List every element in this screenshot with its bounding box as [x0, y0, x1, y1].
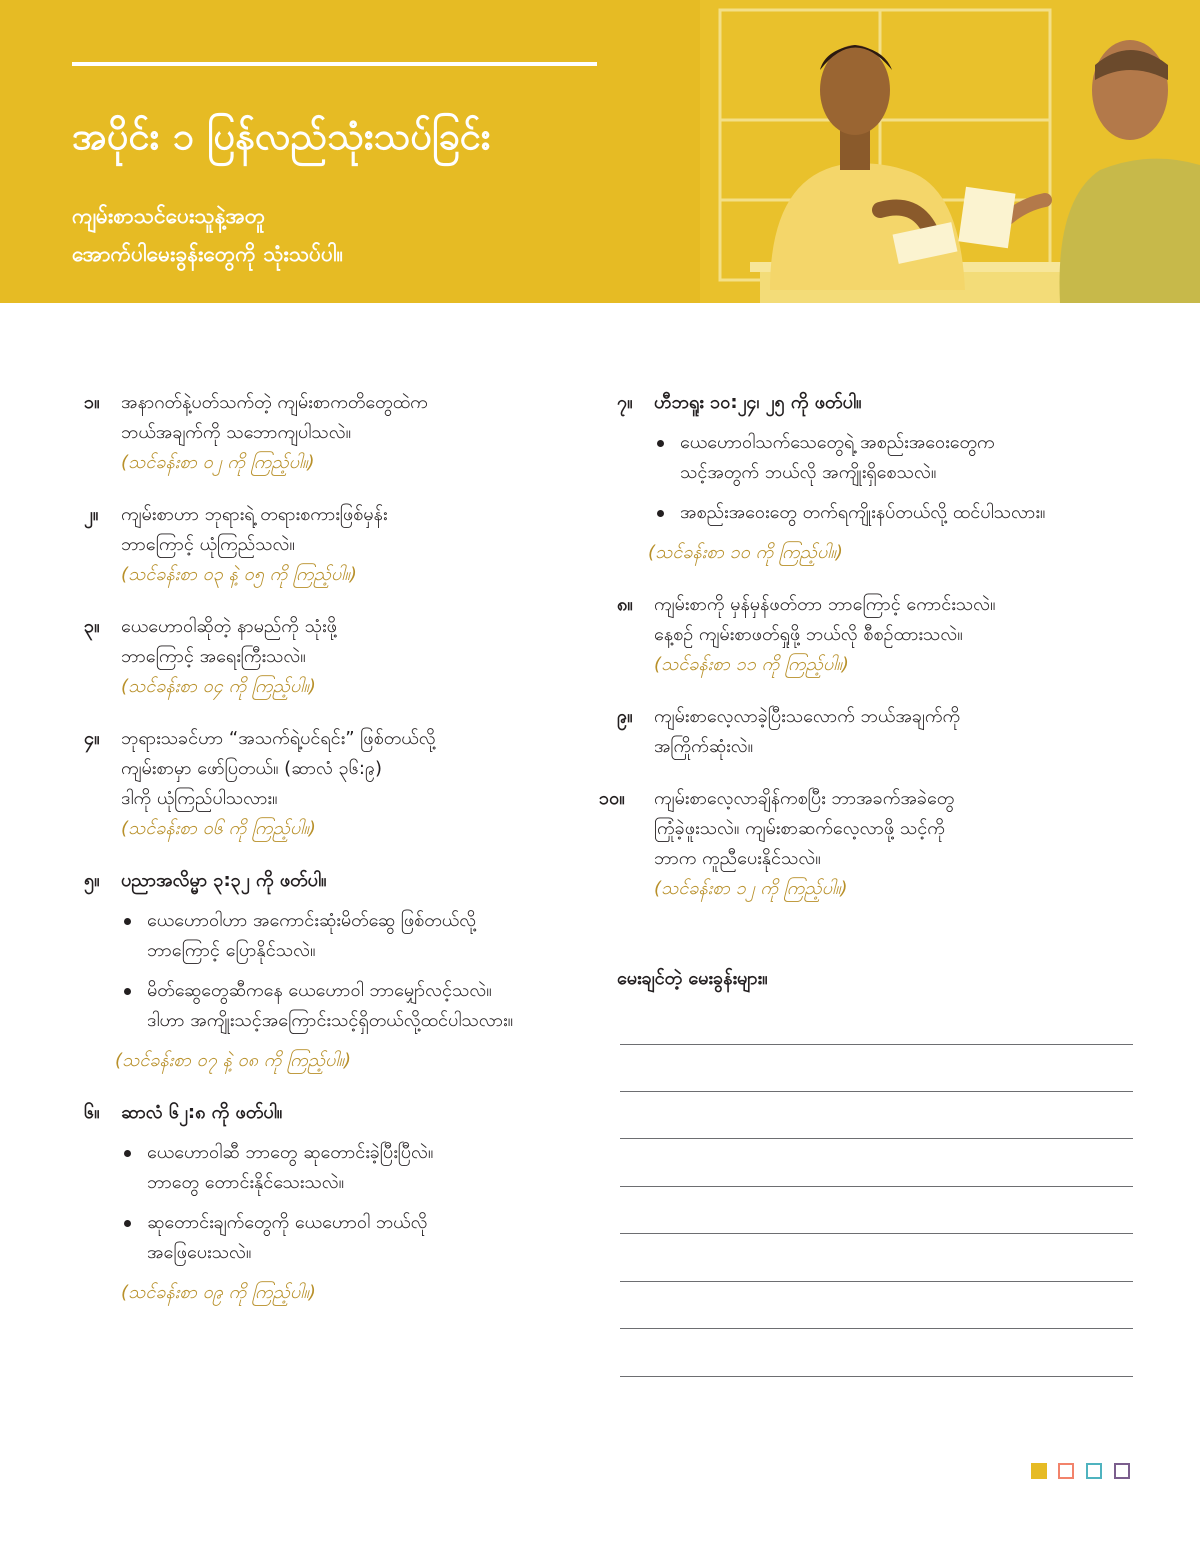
answer-line[interactable]: [620, 1138, 1133, 1139]
bullet-text: သင့်အတွက် ဘယ်လို အကျိုးရှိစေသလဲ။: [680, 462, 937, 483]
bullet-text: အဖြေပေးသလဲ။: [147, 1242, 252, 1263]
answer-line[interactable]: [620, 1281, 1133, 1282]
question-item: [84, 724, 604, 844]
question-text: ဒါကို ယုံကြည်ပါသလား။: [121, 788, 278, 809]
scripture-heading: ဆာလံ ၆၂:၈ ကို ဖတ်ပါ။: [121, 1102, 283, 1123]
question-text: ဘယ်အချက်ကို သဘောကျပါသလဲ။: [121, 422, 352, 443]
question-number: ၆။: [84, 1102, 100, 1123]
lesson-reference: (သင်ခန်းစာ ၀၃ နဲ့ ၀၅ ကို ကြည့်ပါ။): [121, 564, 357, 585]
question-number: ၂။: [84, 504, 99, 525]
lesson-reference: (သင်ခန်းစာ ၀၂ ကို ကြည့်ပါ။): [121, 452, 315, 473]
question-text: ကျမ်းစာလေ့လာခဲ့ပြီးသလောက် ဘယ်အချက်ကို: [654, 706, 961, 727]
question-number: ၄။: [84, 728, 100, 749]
lesson-reference: (သင်ခန်းစာ ၁၂ ကို ကြည့်ပါ။): [654, 878, 848, 899]
question-item: [617, 388, 1137, 568]
answer-line[interactable]: [620, 1376, 1133, 1377]
question-text: နေ့စဉ် ကျမ်းစာဖတ်ရှုဖို့ ဘယ်လို စီစဉ်ထားသလဲ။: [654, 624, 963, 645]
study-illustration: [700, 0, 1200, 303]
bullet-list: [121, 906, 604, 1036]
bullet-text: ဘာကြောင့် ပြောနိုင်သလဲ။: [147, 940, 316, 961]
question-item: [599, 784, 1137, 904]
lesson-reference: (သင်ခန်းစာ ၀၄ ကို ကြည့်ပါ။): [121, 676, 316, 697]
bullet-text: ယေဟောဝါဆီ ဘာတွေ ဆုတောင်းခဲ့ပြီးပြီလဲ။: [147, 1142, 434, 1163]
question-number: ၇။: [617, 392, 633, 413]
lesson-reference: (သင်ခန်းစာ ၀၉ ကို ကြည့်ပါ။): [121, 1282, 316, 1303]
question-number: ၅။: [84, 870, 100, 891]
square-icon-purple: [1114, 1463, 1130, 1479]
left-column: [84, 388, 604, 1330]
question-number: ၁၀။: [599, 788, 625, 809]
question-item: [617, 590, 1137, 680]
lesson-reference: (သင်ခန်းစာ ၁၁ ကို ကြည့်ပါ။): [654, 654, 849, 675]
answer-line[interactable]: [620, 1091, 1133, 1092]
bullet-text: မိတ်ဆွေတွေဆီကနေ ယေဟောဝါ ဘာမျှော်လင့်သလဲ။: [147, 980, 492, 1001]
question-item: [84, 500, 604, 590]
question-number: ၁။: [84, 392, 100, 413]
bullet-text: ဘာတွေ တောင်းနိုင်သေးသလဲ။: [147, 1172, 345, 1193]
question-number: ၉။: [617, 706, 633, 727]
bullet-list: [121, 1138, 604, 1268]
question-text: ကြုံခဲ့ဖူးသလဲ။ ကျမ်းစာဆက်လေ့လာဖို့ သင့်ကို: [654, 818, 945, 839]
header-banner: [0, 0, 1200, 303]
bullet-item: [121, 1138, 604, 1198]
question-number: ၈။: [617, 594, 633, 615]
question-number: ၃။: [84, 616, 100, 637]
bullet-text: ယေဟောဝါသက်သေတွေရဲ့ အစည်းအဝေးတွေက: [680, 432, 995, 453]
bullet-item: [121, 1208, 604, 1268]
question-text: ဘာကြောင့် အရေးကြီးသလဲ။: [121, 646, 306, 667]
question-item: [617, 702, 1137, 762]
question-text: ကျမ်းစာမှာ ဖော်ပြတယ်။ (ဆာလံ ၃၆:၉): [121, 758, 383, 779]
lesson-reference: (သင်ခန်းစာ ၀၇ နဲ့ ၀၈ ကို ကြည့်ပါ။): [115, 1050, 352, 1071]
question-item: [84, 612, 604, 702]
bullet-item: [654, 498, 1137, 528]
answer-line[interactable]: [620, 1328, 1133, 1329]
bullet-item: [121, 906, 604, 966]
question-text: အနာဂတ်နဲ့ပတ်သက်တဲ့ ကျမ်းစာကတိတွေထဲက: [121, 392, 428, 413]
question-text: ယေဟောဝါဆိုတဲ့ နာမည်ကို သုံးဖို့: [121, 616, 337, 637]
lesson-reference: (သင်ခန်းစာ ၀၆ ကို ကြည့်ပါ။): [121, 818, 316, 839]
bullet-text: ဒါဟာ အကျိုးသင့်အကြောင်းသင့်ရှိတယ်လို့ထင်ပါသလား။: [147, 1010, 514, 1031]
question-text: အကြိုက်ဆုံးလဲ။: [654, 736, 754, 757]
lesson-reference: (သင်ခန်းစာ ၁၀ ကို ကြည့်ပါ။): [648, 542, 843, 563]
bullet-text: အစည်းအဝေးတွေ တက်ရကျိုးနပ်တယ်လို့ ထင်ပါသလား။: [680, 502, 1046, 523]
bullet-item: [121, 976, 604, 1036]
question-text: ဘာကြောင့် ယုံကြည်သလဲ။: [121, 534, 295, 555]
right-column: [599, 388, 1137, 926]
bullet-item: [654, 428, 1137, 488]
question-text: ကျမ်းစာဟာ ဘုရားရဲ့ တရားစကားဖြစ်မှန်း: [121, 504, 388, 525]
subtitle-line: ကျမ်းစာသင်ပေးသူနဲ့အတူ: [72, 204, 266, 228]
scripture-heading: ဟီဘရူး ၁၀:၂၄၊ ၂၅ ကို ဖတ်ပါ။: [654, 392, 862, 413]
question-text: ဘာက ကူညီပေးနိုင်သလဲ။: [654, 848, 821, 869]
banner-rule: [72, 62, 597, 66]
bullet-text: ဆုတောင်းချက်တွေကို ယေဟောဝါ ဘယ်လို: [147, 1212, 428, 1233]
bullet-list: [654, 428, 1137, 528]
page-title: အပိုင်း ၁ ပြန်လည်သုံးသပ်ခြင်း: [72, 114, 491, 158]
square-icon-orange: [1058, 1463, 1074, 1479]
answer-line[interactable]: [620, 1044, 1133, 1045]
square-icon-yellow: [1031, 1463, 1047, 1479]
answer-line[interactable]: [620, 1186, 1133, 1187]
question-item: [84, 866, 604, 1076]
subtitle-line: အောက်ပါမေးခွန်းတွေကို သုံးသပ်ပါ။: [72, 242, 343, 266]
bullet-text: ယေဟောဝါဟာ အကောင်းဆုံးမိတ်ဆွေ ဖြစ်တယ်လို့: [147, 910, 477, 931]
question-item: [84, 1098, 604, 1308]
answer-line[interactable]: [620, 1233, 1133, 1234]
square-icon-teal: [1086, 1463, 1102, 1479]
question-text: ဘုရားသခင်ဟာ “အသက်ရဲ့ပင်ရင်း” ဖြစ်တယ်လို့: [121, 728, 436, 749]
page-subtitle: [72, 197, 343, 273]
question-item: [84, 388, 604, 478]
questions-title: မေးချင်တဲ့ မေးခွန်းများ။: [617, 968, 768, 989]
question-text: ကျမ်းစာလေ့လာချိန်ကစပြီး ဘာအခက်အခဲတွေ: [654, 788, 955, 809]
question-text: ကျမ်းစာကို မှန်မှန်ဖတ်တာ ဘာကြောင့် ကောင်းသလဲ။: [654, 594, 996, 615]
scripture-heading: ပညာအလိမ္မာ ၃:၃၂ ကို ဖတ်ပါ။: [121, 870, 327, 891]
